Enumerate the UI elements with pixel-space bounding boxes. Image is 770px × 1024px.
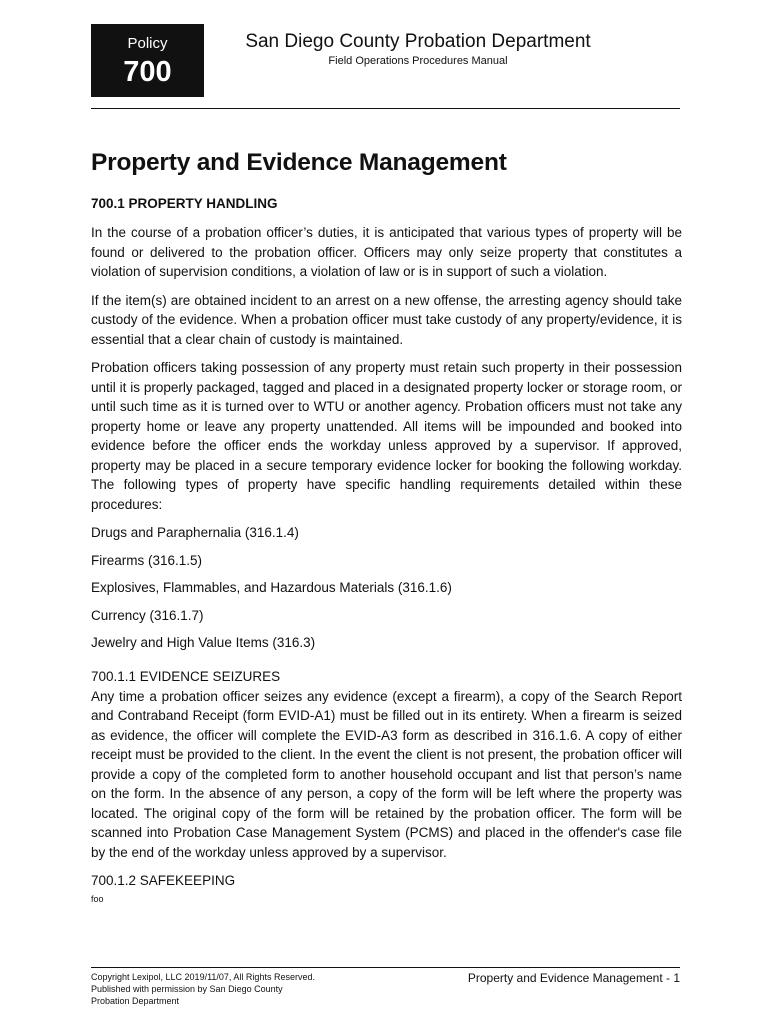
property-type-item: Currency (316.1.7): [91, 607, 204, 623]
footer-page-label: Property and Evidence Management - 1: [467, 971, 680, 985]
policy-badge: [91, 24, 204, 97]
policy-number: 700: [123, 56, 172, 88]
policy-label: Policy: [127, 35, 168, 52]
department-title: San Diego County Probation Department: [245, 31, 591, 52]
property-type-item: Drugs and Paraphernalia (316.1.4): [91, 525, 299, 540]
paragraph: In the course of a probation officer’s duties, it is anticipated that various types of property will be found or delivered to the probation officer. Officers may only seize property that constitutes a violation of supervision conditions, a violation of law or is in support of such a violation.: [91, 225, 682, 279]
property-type-item: Explosives, Flammables, and Hazardous Materials (316.1.6): [91, 580, 452, 595]
paragraph: Probation officers taking possession of any property must retain such property in their possession until it is properly packaged, tagged and placed in a designated property locker or storage room, or until such time as it is turned over to WTU or another agency. Probation officers must not take any property home or leave any property unattended. All items will be impounded and booked into evidence before the officer ends the workday unless approved by a supervisor. If approved, property may be placed in a secure temporary evidence locker for booking the following workday. The following types of property have specific handling requirements detailed within these procedures:: [91, 360, 682, 512]
paragraph: If the item(s) are obtained incident to an arrest on a new offense, the arresting agency should take custody of the evidence. When a probation officer must take custody of any property/evidence, it is essential that a clear chain of custody is maintained.: [91, 292, 682, 347]
safekeeping-note: foo: [91, 893, 104, 904]
document-body: [91, 146, 682, 905]
evidence-seizures-heading: 700.1.1 EVIDENCE SEIZURES: [91, 669, 281, 684]
section-heading: 700.1 PROPERTY HANDLING: [91, 196, 278, 211]
manual-title: Field Operations Procedures Manual: [328, 55, 508, 67]
property-type-item: Firearms (316.1.5): [91, 552, 203, 568]
footer-divider: [91, 967, 680, 968]
header-divider: [91, 108, 680, 109]
property-type-item: Jewelry and High Value Items (316.3): [91, 635, 316, 650]
safekeeping-heading: 700.1.2 SAFEKEEPING: [91, 873, 236, 888]
footer-copyright: Copyright Lexipol, LLC 2019/11/07, All Rights Reserved. Published with permission by San Diego County Probation Department: [91, 972, 315, 1006]
page-title: Property and Evidence Management: [91, 149, 507, 176]
evidence-seizures-paragraph: Any time a probation officer seizes any evidence (except a firearm), a copy of the Search Report and Contraband Receipt (form EVID-A1) must be filled out in its entirety. When a firearm is seized as evidence, the officer will complete the EVID-A3 form as described in 316.1.6. A copy of either receipt must be provided to the client. In the event the client is not present, the probation officer will provide a copy of the completed form to another household occupant and list that person’s name on the form. In the absence of any person, a copy of the form will be left where the property was located. The original copy of the form will be retained by the probation officer. The form will be scanned into Probation Case Management System (PCMS) and placed in the offender's case file by the end of the workday unless approved by a supervisor.: [91, 688, 682, 860]
